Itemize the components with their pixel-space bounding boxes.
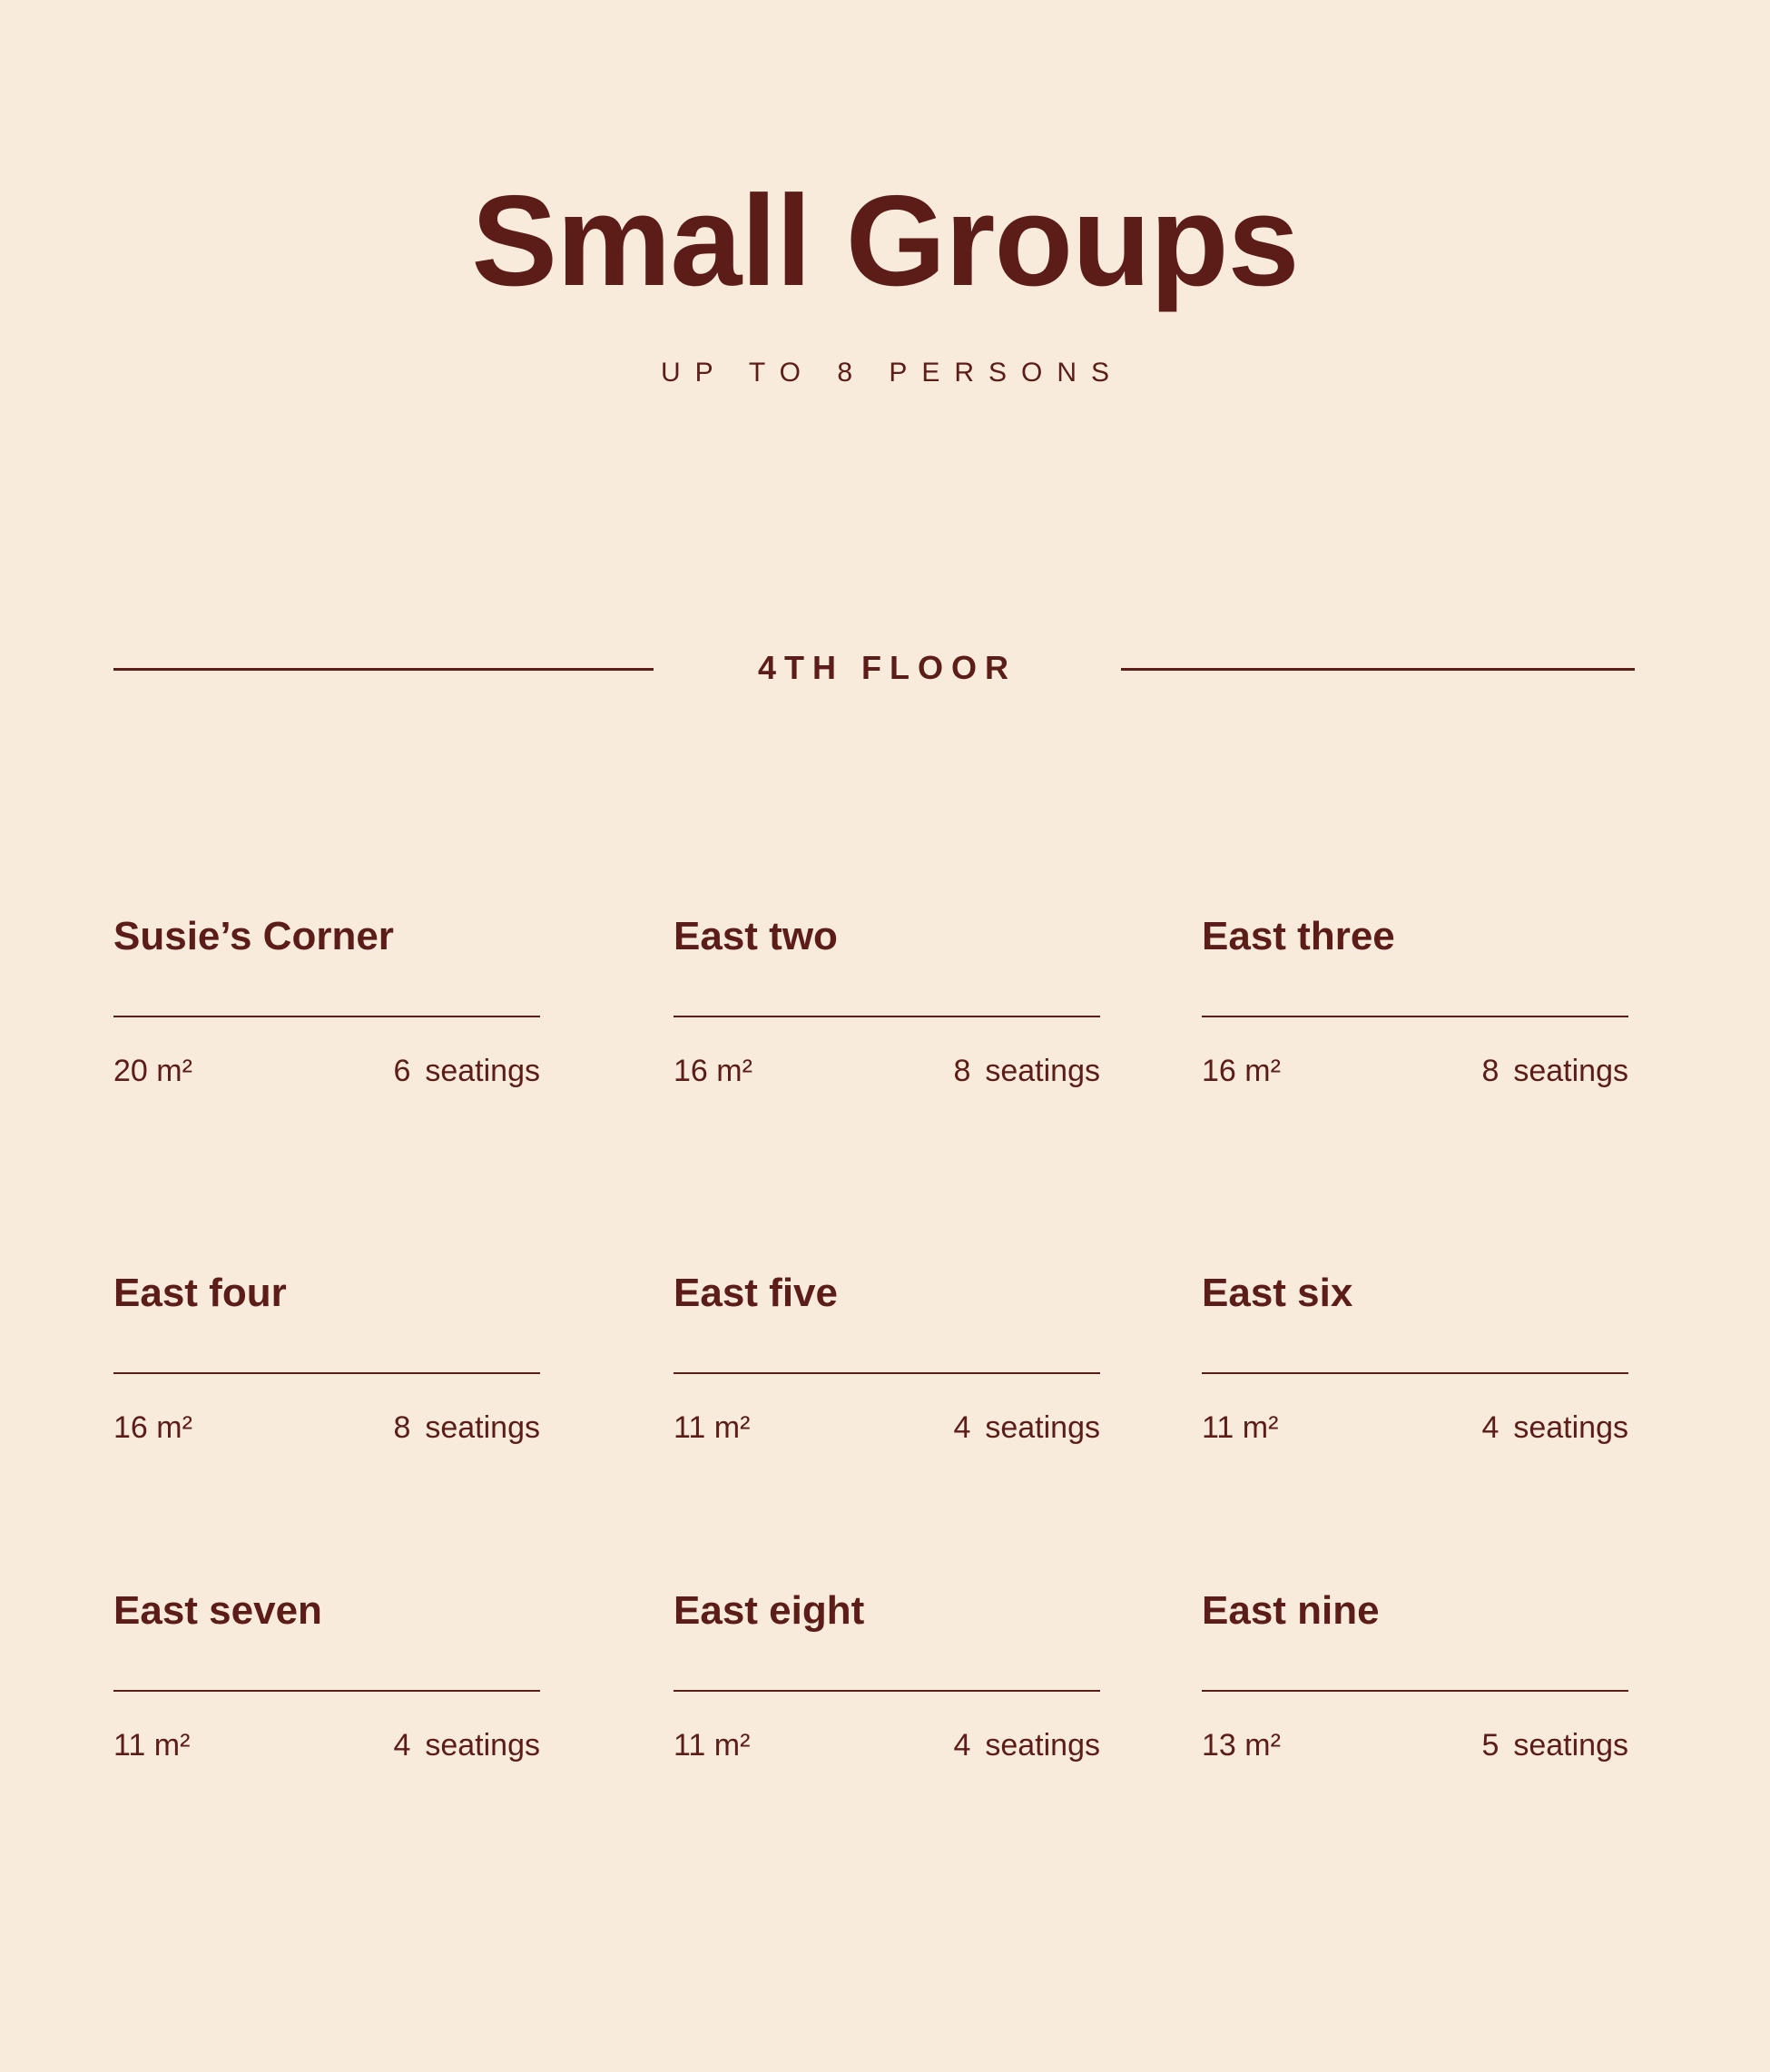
room-name: East seven [113,1588,322,1633]
room-card [113,1273,540,1443]
room-seat-count: 6 [393,1054,411,1088]
room-seat-count: 4 [1481,1410,1500,1445]
room-area: 16 m² [1202,1054,1281,1088]
room-area: 16 m² [113,1410,192,1445]
page-subtitle: UP TO 8 PERSONS [660,358,1125,388]
room-divider [1202,1016,1628,1017]
floor-divider-right [1121,668,1635,671]
room-seatings [1481,1730,1628,1761]
room-seatings [393,1412,540,1443]
room-divider [1202,1690,1628,1692]
room-area: 20 m² [113,1054,192,1088]
room-card [674,1273,1100,1443]
room-seatings [393,1730,540,1761]
room-area: 11 m² [1202,1410,1279,1445]
room-card [1202,914,1628,1088]
room-seat-count: 8 [393,1410,411,1445]
room-seat-count: 8 [953,1054,971,1088]
room-seatings [953,1056,1100,1086]
room-divider [113,1690,540,1692]
room-area: 16 m² [674,1054,752,1088]
room-seat-count: 4 [953,1410,971,1445]
room-divider [1202,1372,1628,1374]
room-seat-unit: seatings [1513,1728,1628,1763]
room-name: East five [674,1271,838,1315]
room-area: 11 m² [113,1728,191,1763]
room-seat-count: 4 [393,1728,411,1763]
room-divider [674,1690,1100,1692]
room-seat-unit: seatings [425,1410,540,1445]
room-seatings [1481,1412,1628,1443]
room-name: East two [674,914,838,958]
room-card [113,914,540,1088]
room-area: 11 m² [674,1728,751,1763]
room-seat-unit: seatings [985,1728,1100,1763]
room-name: East three [1202,914,1395,958]
room-area: 13 m² [1202,1728,1281,1763]
room-seatings [1481,1056,1628,1086]
room-seat-unit: seatings [425,1728,540,1763]
room-seatings [393,1056,540,1086]
room-card [1202,1588,1628,1763]
room-card [1202,1273,1628,1443]
room-name: East four [113,1271,287,1315]
room-divider [674,1016,1100,1017]
room-seatings [953,1730,1100,1761]
room-seat-unit: seatings [1513,1054,1628,1088]
room-card [113,1588,540,1763]
room-seat-count: 4 [953,1728,971,1763]
room-card [674,914,1100,1088]
room-divider [113,1016,540,1017]
room-name: East eight [674,1588,865,1633]
room-seat-unit: seatings [985,1054,1100,1088]
room-name: East six [1202,1271,1353,1315]
room-seat-count: 5 [1481,1728,1500,1763]
room-seatings [953,1412,1100,1443]
room-divider [113,1372,540,1374]
room-card [674,1588,1100,1763]
room-seat-count: 8 [1481,1054,1500,1088]
room-seat-unit: seatings [1513,1410,1628,1445]
floor-heading: 4TH FLOOR [758,649,1017,686]
room-name: East nine [1202,1588,1380,1633]
room-seat-unit: seatings [425,1054,540,1088]
room-seat-unit: seatings [985,1410,1100,1445]
room-divider [674,1372,1100,1374]
page-title: Small Groups [471,169,1299,313]
floor-divider-left [113,668,654,671]
room-area: 11 m² [674,1410,751,1445]
room-name: Susie’s Corner [113,914,394,958]
